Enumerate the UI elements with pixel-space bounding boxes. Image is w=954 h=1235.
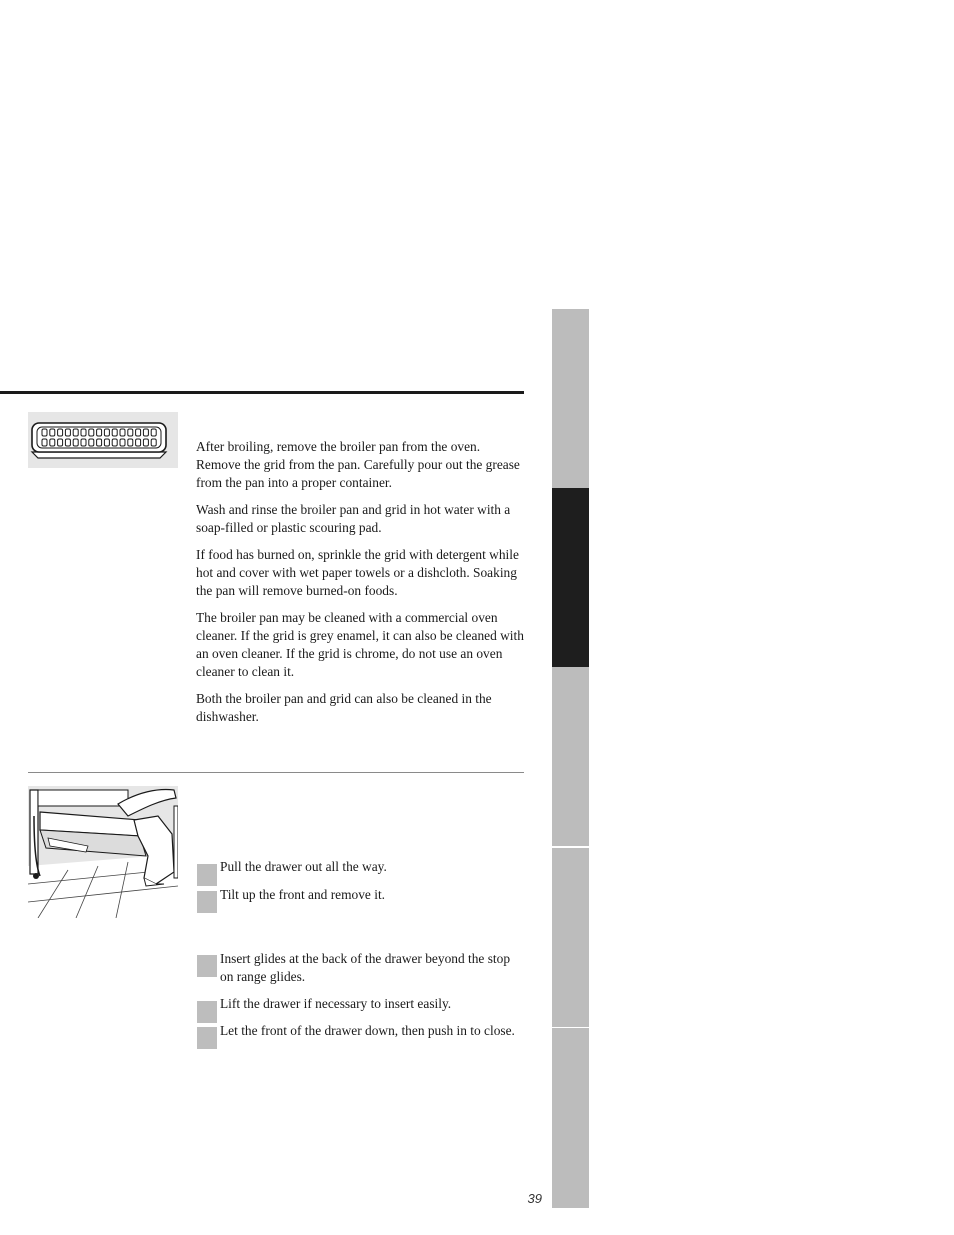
grid-slot (104, 429, 109, 436)
grid-slot (112, 429, 117, 436)
grid-slot (65, 429, 70, 436)
grid-slot (89, 429, 94, 436)
step-text: Insert glides at the back of the drawer beyond the stop on range glides. (220, 951, 511, 984)
broiler-pan-illustration (28, 412, 178, 468)
step-marker (197, 864, 217, 886)
grid-slot (104, 439, 109, 446)
paragraph: Wash and rinse the broiler pan and grid in hot water with a soap-filled or plastic scouring pad. (196, 502, 511, 535)
grid-slot (50, 439, 55, 446)
step-marker (197, 1001, 217, 1023)
side-tab (552, 667, 589, 846)
grid-slot (120, 439, 125, 446)
section-top-rule (0, 391, 524, 394)
broiler-cleaning-text (196, 438, 526, 735)
step-marker (197, 891, 217, 913)
side-tab-active (552, 488, 589, 667)
grid-slot (120, 429, 125, 436)
side-tab (552, 1027, 589, 1208)
grid-slot (151, 429, 156, 436)
page-number: 39 (527, 1191, 542, 1206)
grid-slot (58, 429, 63, 436)
grid-slot (97, 429, 102, 436)
step-text: Pull the drawer out all the way. (220, 859, 387, 874)
grid-slot (42, 429, 47, 436)
step-text: Tilt up the front and remove it. (220, 887, 386, 902)
paragraph: The broiler pan may be cleaned with a commercial oven cleaner. If the grid is grey enamel, it can also be cleaned with an oven cleaner. If the grid is chrome, do not use an oven cleaner to clean it. (196, 610, 524, 679)
paragraph: After broiling, remove the broiler pan from the oven. Remove the grid from the pan. Carefully pour out the grease from the pan into a proper container. (196, 439, 520, 490)
grid-slot (81, 429, 86, 436)
step-text: Lift the drawer if necessary to insert easily. (220, 996, 452, 1011)
drawer-removal-illustration (28, 786, 178, 918)
grid-slot (81, 439, 86, 446)
step-text: Let the front of the drawer down, then push in to close. (220, 1023, 515, 1038)
grid-slot (112, 439, 117, 446)
grid-slot (97, 439, 102, 446)
grid-slot (151, 439, 156, 446)
grid-slot (58, 439, 63, 446)
grid-slot (42, 439, 47, 446)
grid-slot (128, 429, 133, 436)
grid-slot (73, 429, 78, 436)
grid-slot (136, 429, 141, 436)
side-tab (552, 847, 589, 1027)
side-tab (552, 309, 589, 488)
grid-slot (89, 439, 94, 446)
grid-slot (50, 429, 55, 436)
grid-slot (73, 439, 78, 446)
paragraph: Both the broiler pan and grid can also be cleaned in the dishwasher. (196, 691, 492, 724)
section-divider (28, 772, 524, 773)
grid-slot (128, 439, 133, 446)
grid-slot (143, 429, 148, 436)
step-marker (197, 1027, 217, 1049)
grid-slot (65, 439, 70, 446)
step-marker (197, 955, 217, 977)
grid-slot (143, 439, 148, 446)
grid-slot (136, 439, 141, 446)
paragraph: If food has burned on, sprinkle the grid with detergent while hot and cover with wet paper towels or a dishcloth. Soaking the pan will remove burned-on foods. (196, 547, 519, 598)
